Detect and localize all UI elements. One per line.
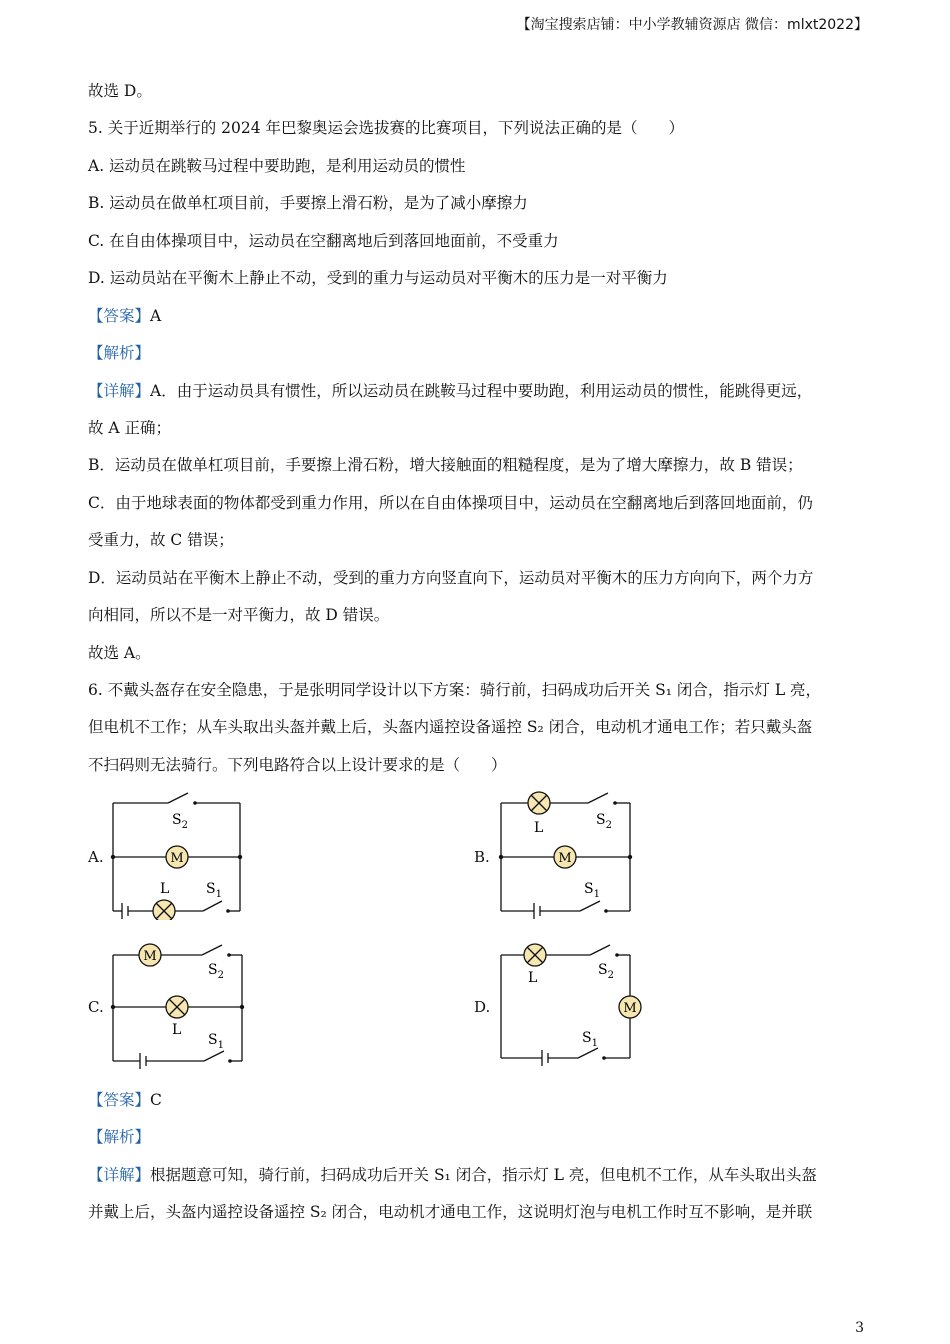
answer-6 [88,1089,162,1111]
lamp-icon [153,900,175,920]
lamp-icon [524,944,546,966]
option-a-label: A. [88,848,104,866]
switch-subscript: 1 [217,1040,224,1051]
switch-s1-label: S [208,1032,218,1048]
question-6-stem: 不扫码则无法骑行。下列电路符合以上设计要求的是（ ） [88,756,507,774]
detail-5-line: D．运动员站在平衡木上静止不动，受到的重力方向竖直向下，运动员对平衡木的压力方向向下，两个力方 [88,569,814,587]
answer-tag: 【答案】 [88,307,151,325]
lamp-icon [528,792,550,814]
switch-s1-label: S [206,881,216,897]
question-5-option-a: A. 运动员在跳鞍马过程中要助跑，是利用运动员的惯性 [88,157,466,175]
analysis-tag: 【解析】 [88,1128,151,1146]
text-line: 故选 D。 [88,82,152,100]
svg-text:S2 [596,812,612,831]
analysis-tag: 【解析】 [88,344,151,362]
switch-subscript: 2 [607,970,614,981]
option-b-label: B. [474,848,490,866]
question-5-option-b: B. 运动员在做单杠项目前，手要擦上滑石粉，是为了减小摩擦力 [88,194,528,212]
detail-5-line: 受重力，故 C 错误； [88,531,234,549]
motor-label: M [558,851,572,866]
question-5-option-d: D. 运动员站在平衡木上静止不动，受到的重力与运动员对平衡木的压力是一对平衡力 [88,269,668,287]
switch-s2-label: S [598,962,608,978]
svg-text:S2 [208,962,224,981]
option-c-label: C. [88,998,104,1016]
detail-5-line: 故选 A。 [88,644,151,662]
svg-text:S2 [598,962,614,981]
switch-subscript: 1 [591,1038,598,1049]
svg-text:S1 [206,881,222,900]
circuit-diagram-a [100,790,260,920]
lamp-icon [166,996,188,1018]
detail-5-line: B．运动员在做单杠项目前，手要擦上滑石粉，增大接触面的粗糙程度，是为了增大摩擦力，故 B 错误； [88,456,803,474]
answer-5 [88,305,161,327]
motor-icon [139,944,161,966]
switch-subscript: 2 [217,970,224,981]
question-6-stem: 6. 不戴头盔存在安全隐患，于是张明同学设计以下方案：骑行前，扫码成功后开关 S₁ 闭合，指示灯 L 亮， [88,681,822,699]
lamp-label: L [534,820,544,836]
svg-text:S2 [172,812,188,831]
detail-6-line: 并戴上后，头盔内遥控设备遥控 S₂ 闭合，电动机才通电工作，这说明灯泡与电机工作时互不影响，是并联 [88,1203,813,1221]
motor-icon [166,846,188,868]
option-d-label: D. [474,998,491,1016]
motor-label: M [143,949,157,964]
page-header: 【淘宝搜索店铺：中小学教辅资源店 微信：mlxt2022】 [516,17,868,33]
switch-subscript: 1 [593,889,600,900]
question-5-option-c: C. 在自由体操项目中，运动员在空翻离地后到落回地面前，不受重力 [88,232,559,250]
detail-tag: 【详解】 [88,382,151,400]
detail-5-line [88,380,812,402]
detail-text: A．由于运动员具有惯性，所以运动员在跳鞍马过程中要助跑，利用运动员的惯性，能跳得更远， [150,382,813,400]
answer-tag: 【答案】 [88,1091,151,1109]
detail-tag: 【详解】 [88,1166,151,1184]
detail-5-line: 故 A 正确； [88,419,172,437]
circuit-diagram-d [488,940,648,1070]
question-6-stem: 但电机不工作；从车头取出头盔并戴上后，头盔内遥控设备遥控 S₂ 闭合，电动机才通电工作；若只戴头盔 [88,718,813,736]
switch-subscript: 1 [215,889,222,900]
switch-subscript: 2 [605,820,612,831]
lamp-label: L [528,970,538,986]
page-number: 3 [855,1320,864,1336]
detail-5-line: C．由于地球表面的物体都受到重力作用，所以在自由体操项目中，运动员在空翻离地后到落回地面前，仍 [88,494,813,512]
detail-6-line [88,1164,817,1186]
answer-value: C [150,1091,162,1109]
motor-label: M [623,1001,637,1016]
detail-text: 根据题意可知，骑行前，扫码成功后开关 S₁ 闭合，指示灯 L 亮，但电机不工作，从车头取出头盔 [150,1166,817,1184]
switch-subscript: 2 [181,820,188,831]
motor-icon [554,846,576,868]
switch-s1-label: S [584,881,594,897]
switch-s2-label: S [208,962,218,978]
switch-s2-label: S [172,812,182,828]
answer-value: A [150,307,162,325]
switch-s2-label: S [596,812,606,828]
motor-label: M [170,851,184,866]
circuit-diagram-c [100,940,260,1070]
svg-text:S1 [208,1032,224,1051]
detail-5-line: 向相同，所以不是一对平衡力，故 D 错误。 [88,606,390,624]
question-5-stem: 5. 关于近期举行的 2024 年巴黎奥运会选拔赛的比赛项目，下列说法正确的是（ ） [88,119,685,137]
circuit-diagram-b [488,790,648,920]
svg-text:S1 [582,1030,598,1049]
lamp-label: L [160,881,170,897]
lamp-label: L [172,1022,182,1038]
motor-icon [619,996,641,1018]
svg-text:S1 [584,881,600,900]
switch-s1-label: S [582,1030,592,1046]
